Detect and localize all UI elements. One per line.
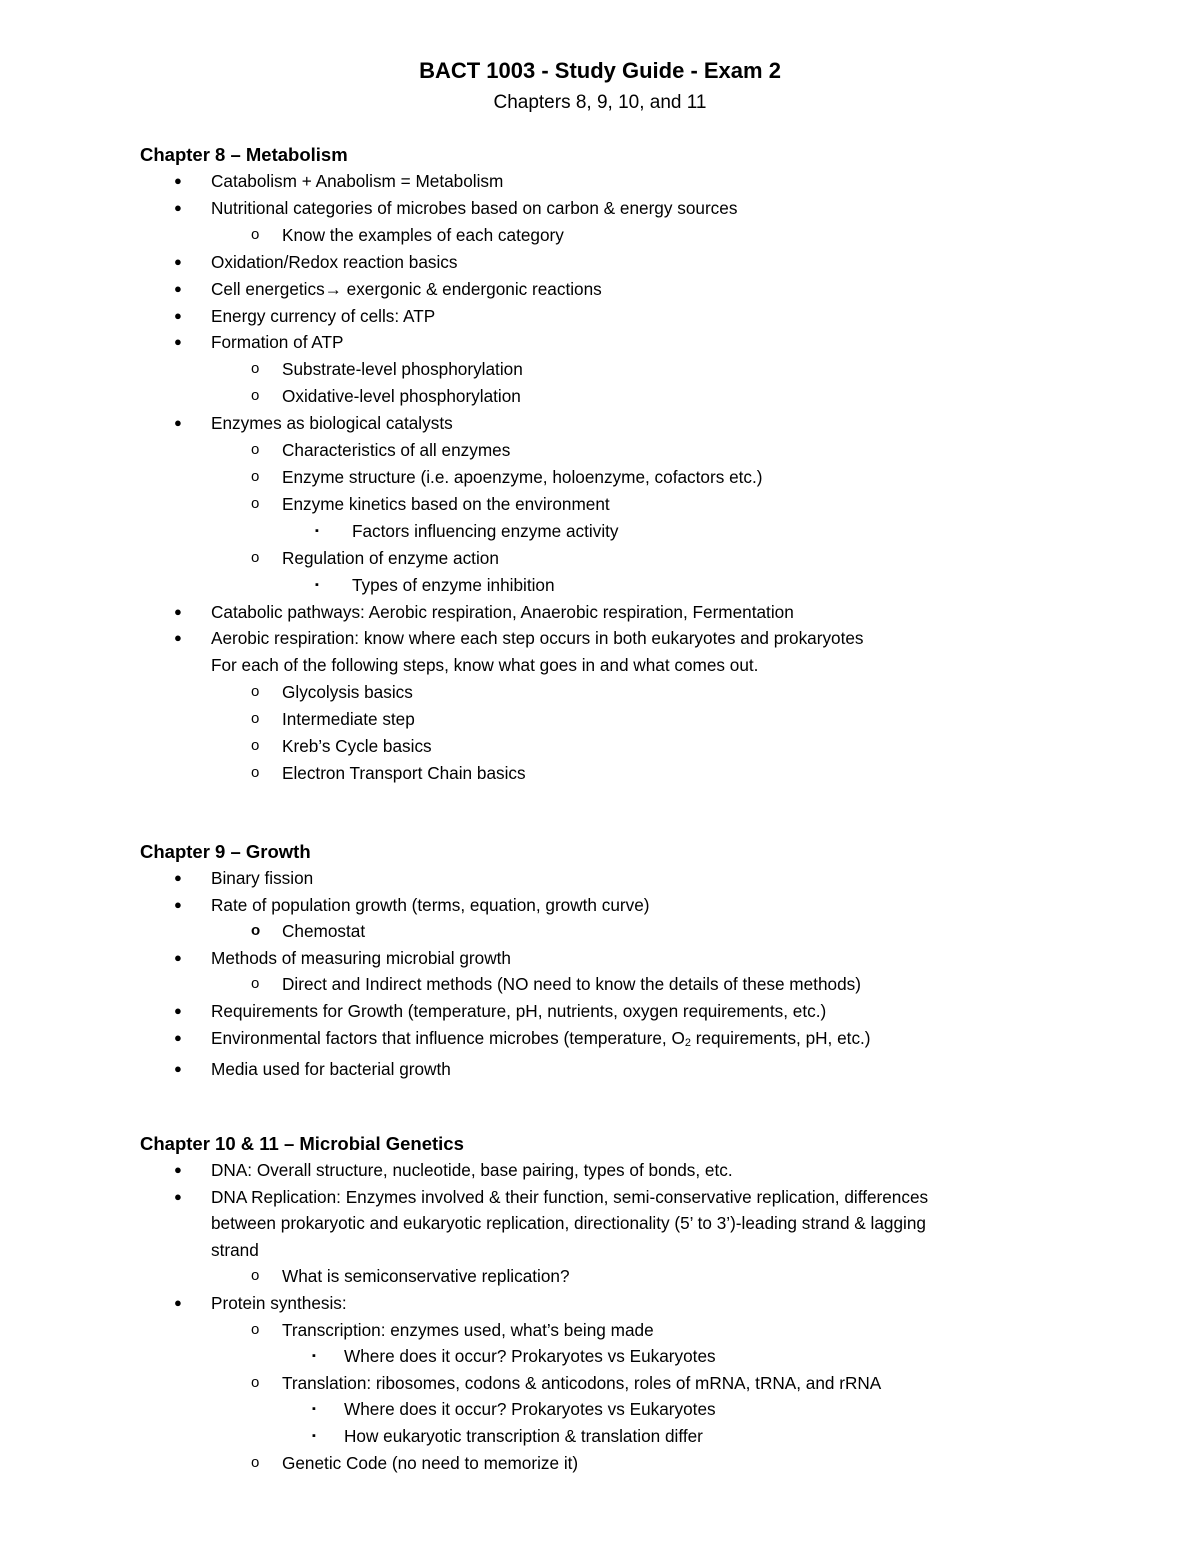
list-item-text: requirements, pH, etc.): [690, 1027, 871, 1048]
list-item-text: Aerobic respiration: know where each step occurs in both eukaryotes and prokaryotes: [211, 628, 864, 649]
list-item-text: Enzyme structure (i.e. apoenzyme, holoenzyme, cofactors etc.): [282, 466, 763, 487]
circle-bullet-icon: o: [251, 1267, 260, 1285]
list-item: [140, 1317, 1100, 1344]
circle-bullet-icon: o: [251, 1453, 260, 1471]
list-item-text: Kreb’s Cycle basics: [282, 736, 432, 757]
list-item-text: Energy currency of cells: ATP: [211, 305, 436, 326]
square-bullet-icon: ▪: [312, 1429, 316, 1442]
list-item-text: For each of the following steps, know what goes in and what comes out.: [211, 655, 759, 676]
list-item: [140, 760, 1100, 787]
circle-bullet-icon: o: [251, 975, 260, 993]
list-item: [140, 1184, 1100, 1211]
list-item-text: Binary fission: [211, 868, 314, 888]
list-item-text: Enzyme kinetics based on the environment: [282, 493, 610, 514]
list-item: [140, 945, 1100, 972]
list-item-text: Rate of population growth (terms, equation, growth curve): [211, 894, 650, 915]
bullet-icon: ●: [174, 1294, 182, 1310]
bullet-icon: ●: [174, 949, 182, 965]
list-item-text: Types of enzyme inhibition: [352, 574, 555, 595]
list-item: [140, 545, 1100, 572]
list-item: [140, 276, 1100, 303]
list-item-text: Requirements for Growth (temperature, pH, nutrients, oxygen requirements, etc.): [211, 1000, 827, 1021]
list-item-text: Transcription: enzymes used, what’s being made: [282, 1319, 654, 1340]
bullet-icon: ●: [174, 1061, 182, 1077]
square-bullet-icon: ▪: [312, 1403, 316, 1416]
circle-bullet-icon: o: [251, 360, 260, 378]
list-item: [140, 1343, 1100, 1370]
list-item: [140, 865, 1100, 892]
list-item-text-group: [211, 1025, 1100, 1057]
circle-bullet-icon: o: [251, 548, 260, 566]
list-item: [140, 464, 1100, 491]
circle-bullet-icon: o: [251, 441, 260, 459]
list-item-text: Oxidation/Redox reaction basics: [211, 251, 458, 272]
chapter-10-11-section: [140, 1131, 1100, 1476]
list-item: [140, 892, 1100, 919]
square-bullet-icon: ▪: [315, 524, 319, 537]
circle-bullet-icon: o: [251, 387, 260, 405]
bullet-icon: ●: [174, 603, 182, 619]
circle-bullet-icon: o: [251, 1320, 260, 1338]
list-item-text: strand: [211, 1239, 259, 1260]
list-item-text: Catabolic pathways: Aerobic respiration, Anaerobic respiration, Fermentation: [211, 601, 794, 622]
square-bullet-icon: ▪: [315, 578, 319, 591]
bullet-icon: ●: [174, 870, 182, 885]
section-heading: Chapter 8 – Metabolism: [140, 144, 348, 165]
list-item-text: Protein synthesis:: [211, 1292, 347, 1313]
bullet-icon: ●: [174, 1002, 182, 1018]
bullet-icon: ●: [174, 1188, 182, 1204]
list-item-text: Cell energetics→ exergonic & endergonic reactions: [211, 278, 602, 299]
list-item-text: Intermediate step: [282, 709, 415, 730]
list-item-continuation: [140, 652, 1100, 679]
document-subtitle: Chapters 8, 9, 10, and 11: [493, 92, 707, 113]
list-item: [140, 679, 1100, 706]
circle-bullet-icon: o: [251, 737, 260, 755]
list-item-text: Where does it occur? Prokaryotes vs Eukaryotes: [344, 1346, 716, 1367]
list-item-text: Nutritional categories of microbes based on carbon & energy sources: [211, 197, 738, 218]
list-item-text: Factors influencing enzyme activity: [352, 520, 619, 541]
section-heading: Chapter 9 – Growth: [140, 841, 311, 862]
list-item-text: Formation of ATP: [211, 332, 344, 353]
list-item: [140, 303, 1100, 330]
list-item: [140, 168, 1100, 195]
list-item: [140, 1370, 1100, 1397]
list-item: [140, 599, 1100, 626]
bullet-icon: ●: [174, 630, 182, 646]
circle-bullet-icon: o: [251, 763, 260, 781]
list-item: [140, 491, 1100, 518]
list-item: [140, 918, 1100, 945]
circle-bullet-icon: o: [251, 710, 260, 728]
list-item-text: Substrate-level phosphorylation: [282, 359, 523, 380]
bullet-icon: ●: [174, 199, 182, 215]
list-item: [140, 437, 1100, 464]
square-bullet-icon: ▪: [312, 1350, 316, 1363]
list-item-text: How eukaryotic transcription & translation differ: [344, 1425, 703, 1446]
list-item-text: Know the examples of each category: [282, 224, 564, 245]
list-item-text: Methods of measuring microbial growth: [211, 947, 511, 968]
list-item: [140, 625, 1100, 652]
bullet-icon: ●: [174, 280, 182, 296]
bullet-icon: ●: [174, 1162, 182, 1177]
list-item: [140, 195, 1100, 222]
list-item: [140, 1157, 1100, 1184]
list-item: [140, 410, 1100, 437]
list-item: [140, 971, 1100, 998]
subscript-text: 2: [684, 1036, 691, 1049]
bullet-icon: ●: [174, 307, 182, 323]
list-item-text: Electron Transport Chain basics: [282, 762, 526, 783]
list-item-text: Regulation of enzyme action: [282, 547, 499, 568]
bullet-icon: ●: [174, 415, 182, 431]
list-item-text: between prokaryotic and eukaryotic replication, directionality (5’ to 3’)-leading strand & lagging: [211, 1213, 926, 1234]
circle-bullet-icon: o: [251, 225, 260, 243]
list-item-text: Enzymes as biological catalysts: [211, 413, 453, 434]
list-item-text: Glycolysis basics: [282, 682, 413, 703]
list-item-text: Genetic Code (no need to memorize it): [282, 1452, 579, 1473]
list-item: [140, 1396, 1100, 1423]
list-item: [140, 356, 1100, 383]
list-item-text: Translation: ribosomes, codons & anticodons, roles of mRNA, tRNA, and rRNA: [282, 1372, 882, 1393]
list-item-text: Where does it occur? Prokaryotes vs Eukaryotes: [344, 1399, 716, 1420]
list-item: [140, 249, 1100, 276]
list-item-text: Environmental factors that influence microbes (temperature, O: [211, 1027, 685, 1048]
bullet-icon: ●: [174, 253, 182, 269]
section-heading: Chapter 10 & 11 – Microbial Genetics: [140, 1133, 464, 1154]
bullet-icon: ●: [174, 1029, 182, 1045]
list-item-text: Media used for bacterial growth: [211, 1059, 451, 1080]
list-item-text: DNA: Overall structure, nucleotide, base pairing, types of bonds, etc.: [211, 1160, 733, 1180]
list-item: [140, 1423, 1100, 1450]
list-item: [140, 733, 1100, 760]
list-item: [140, 222, 1100, 249]
list-item: [140, 1290, 1100, 1317]
list-item-continuation: [140, 1237, 1100, 1264]
circle-bullet-icon: o: [251, 494, 260, 512]
list-item: [140, 572, 1100, 599]
list-item: [140, 1263, 1100, 1290]
chapter-9-section: [140, 839, 1100, 1083]
list-item: [140, 998, 1100, 1025]
bullet-icon: ●: [174, 334, 182, 350]
list-item-text: DNA Replication: Enzymes involved & their function, semi-conservative replication, differences: [211, 1186, 929, 1207]
list-item: [140, 518, 1100, 545]
circle-bullet-icon: o: [251, 683, 260, 701]
list-item: [140, 1450, 1100, 1477]
list-item: [140, 1025, 1100, 1057]
list-item-text: Direct and Indirect methods (NO need to know the details of these methods): [282, 974, 861, 995]
circle-bullet-icon: o: [251, 467, 260, 485]
list-item: [140, 329, 1100, 356]
circle-bullet-icon: o: [251, 922, 261, 940]
list-item: [140, 383, 1100, 410]
list-item-text: Catabolism + Anabolism = Metabolism: [211, 171, 504, 191]
list-item-text: Characteristics of all enzymes: [282, 440, 511, 461]
list-item-continuation: [140, 1210, 1100, 1237]
list-item-text: Chemostat: [282, 921, 366, 942]
document-title: BACT 1003 - Study Guide - Exam 2: [419, 58, 781, 83]
list-item-text: Oxidative-level phosphorylation: [282, 386, 521, 407]
bullet-icon: ●: [174, 896, 182, 912]
list-item: [140, 1056, 1100, 1083]
list-item-text: What is semiconservative replication?: [282, 1266, 570, 1287]
circle-bullet-icon: o: [251, 1373, 260, 1391]
list-item: [140, 706, 1100, 733]
bullet-icon: ●: [174, 173, 182, 188]
chapter-8-section: [140, 142, 1100, 787]
